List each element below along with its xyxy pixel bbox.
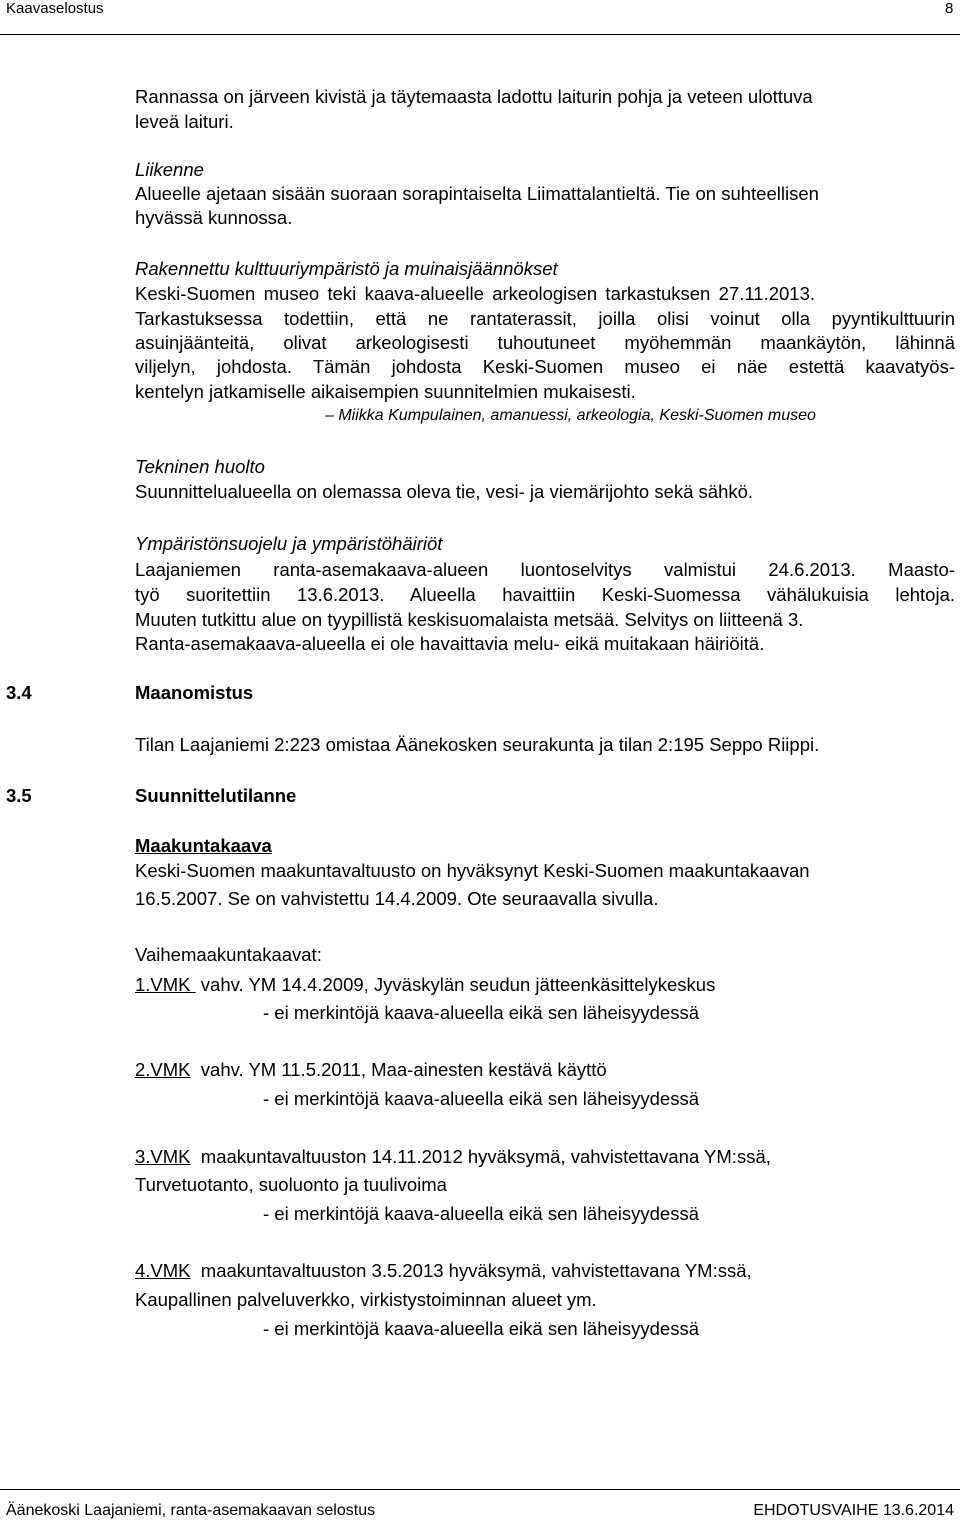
paragraph-line: Rannassa on järveen kivistä ja täytemaasta ladottu laiturin pohja ja veteen ulottuva (135, 86, 813, 107)
vmk-code: 2.VMK (135, 1059, 191, 1080)
vmk-code: 1.VMK (135, 974, 196, 995)
footer-rule (0, 1489, 960, 1490)
paragraph-line: Alueelle ajetaan sisään suoraan sorapintaiselta Liimattalantieltä. Tie on suhteellisen (135, 183, 819, 204)
heading-maakuntakaava: Maakuntakaava (135, 835, 272, 856)
paragraph-line: Tarkastuksessa todettiin, että ne rantaterassit, joilla olisi voinut olla pyyntikulttuurin (135, 308, 955, 329)
paragraph-line: asuinjäänteitä, olivat arkeologisesti tuhoutuneet myöhemmän maankäytön, lähinnä (135, 332, 955, 353)
paragraph-line: Muuten tutkittu alue on tyypillistä keskisuomalaista metsää. Selvitys on liitteenä 3. (135, 609, 804, 630)
page-number: 8 (945, 0, 954, 17)
vmk-item (135, 973, 715, 998)
heading-ymparisto: Ympäristönsuojelu ja ympäristöhäiriöt (135, 533, 443, 554)
vmk-text: vahv. YM 14.4.2009, Jyväskylän seudun jätteenkäsittelykeskus (195, 974, 716, 995)
heading-tekninen: Tekninen huolto (135, 456, 265, 477)
heading-rakennettu: Rakennettu kulttuuriympäristö ja muinaisjäännökset (135, 258, 558, 279)
vmk-code: 3.VMK (135, 1146, 191, 1167)
footer-left: Äänekoski Laajaniemi, ranta-asemakaavan selostus (6, 1502, 376, 1519)
heading-vaihemaakuntakaavat: Vaihemaakuntakaavat: (135, 944, 322, 965)
section-title-suunnittelutilanne: Suunnittelutilanne (135, 785, 297, 806)
vmk-item (135, 1145, 771, 1170)
section-number: 3.4 (6, 682, 32, 703)
vmk-note: - ei merkintöjä kaava-alueella eikä sen läheisyydessä (263, 1318, 700, 1339)
vmk-item (135, 1259, 752, 1284)
vmk-text-continued: Kaupallinen palveluverkko, virkistystoiminnan alueet ym. (135, 1289, 597, 1310)
section-title-maanomistus: Maanomistus (135, 682, 254, 703)
paragraph-line: Keski-Suomen maakuntavaltuusto on hyväksynyt Keski-Suomen maakuntakaavan (135, 860, 810, 881)
vmk-note: - ei merkintöjä kaava-alueella eikä sen läheisyydessä (263, 1203, 700, 1224)
attribution: – Miikka Kumpulainen, amanuessi, arkeologia, Keski-Suomen museo (325, 407, 816, 424)
vmk-note: - ei merkintöjä kaava-alueella eikä sen läheisyydessä (263, 1002, 700, 1023)
paragraph-line: 16.5.2007. Se on vahvistettu 14.4.2009. Ote seuraavalla sivulla. (135, 888, 659, 909)
vmk-note: - ei merkintöjä kaava-alueella eikä sen läheisyydessä (263, 1088, 700, 1109)
vmk-text: vahv. YM 11.5.2011, Maa-ainesten kestävä käyttö (190, 1059, 607, 1080)
vmk-code: 4.VMK (135, 1260, 191, 1281)
paragraph-line: viljelyn, johdosta. Tämän johdosta Keski-Suomen museo ei näe estettä kaavatyös- (135, 356, 955, 377)
vmk-text: maakuntavaltuuston 3.5.2013 hyväksymä, vahvistettavana YM:ssä, (190, 1260, 752, 1281)
section-number: 3.5 (6, 785, 32, 806)
paragraph-line: hyvässä kunnossa. (135, 207, 293, 228)
vmk-text: maakuntavaltuuston 14.11.2012 hyväksymä, vahvistettavana YM:ssä, (190, 1146, 771, 1167)
header-title: Kaavaselostus (6, 0, 104, 17)
paragraph-line: Laajaniemen ranta-asemakaava-alueen luontoselvitys valmistui 24.6.2013. Maasto- (135, 559, 955, 580)
header-rule (0, 34, 960, 35)
paragraph-line: työ suoritettiin 13.6.2013. Alueella havaittiin Keski-Suomessa vähälukuisia lehtoja. (135, 584, 955, 605)
paragraph-line: leveä laituri. (135, 111, 234, 132)
vmk-item (135, 1058, 607, 1083)
paragraph-line: Keski-Suomen museo teki kaava-alueelle arkeologisen tarkastuksen 27.11.2013. (135, 283, 815, 304)
paragraph-line: Tilan Laajaniemi 2:223 omistaa Äänekosken seurakunta ja tilan 2:195 Seppo Riippi. (135, 734, 820, 755)
paragraph-line: Ranta-asemakaava-alueella ei ole havaittavia melu- eikä muitakaan häiriöitä. (135, 633, 765, 654)
vmk-text-continued: Turvetuotanto, suoluonto ja tuulivoima (135, 1174, 447, 1195)
paragraph-line: Suunnittelualueella on olemassa oleva tie, vesi- ja viemärijohto sekä sähkö. (135, 481, 754, 502)
footer-right: EHDOTUSVAIHE 13.6.2014 (753, 1502, 954, 1519)
heading-liikenne: Liikenne (135, 159, 204, 180)
paragraph-line: kentelyn jatkamiselle aikaisempien suunnitelmien mukaisesti. (135, 381, 636, 402)
